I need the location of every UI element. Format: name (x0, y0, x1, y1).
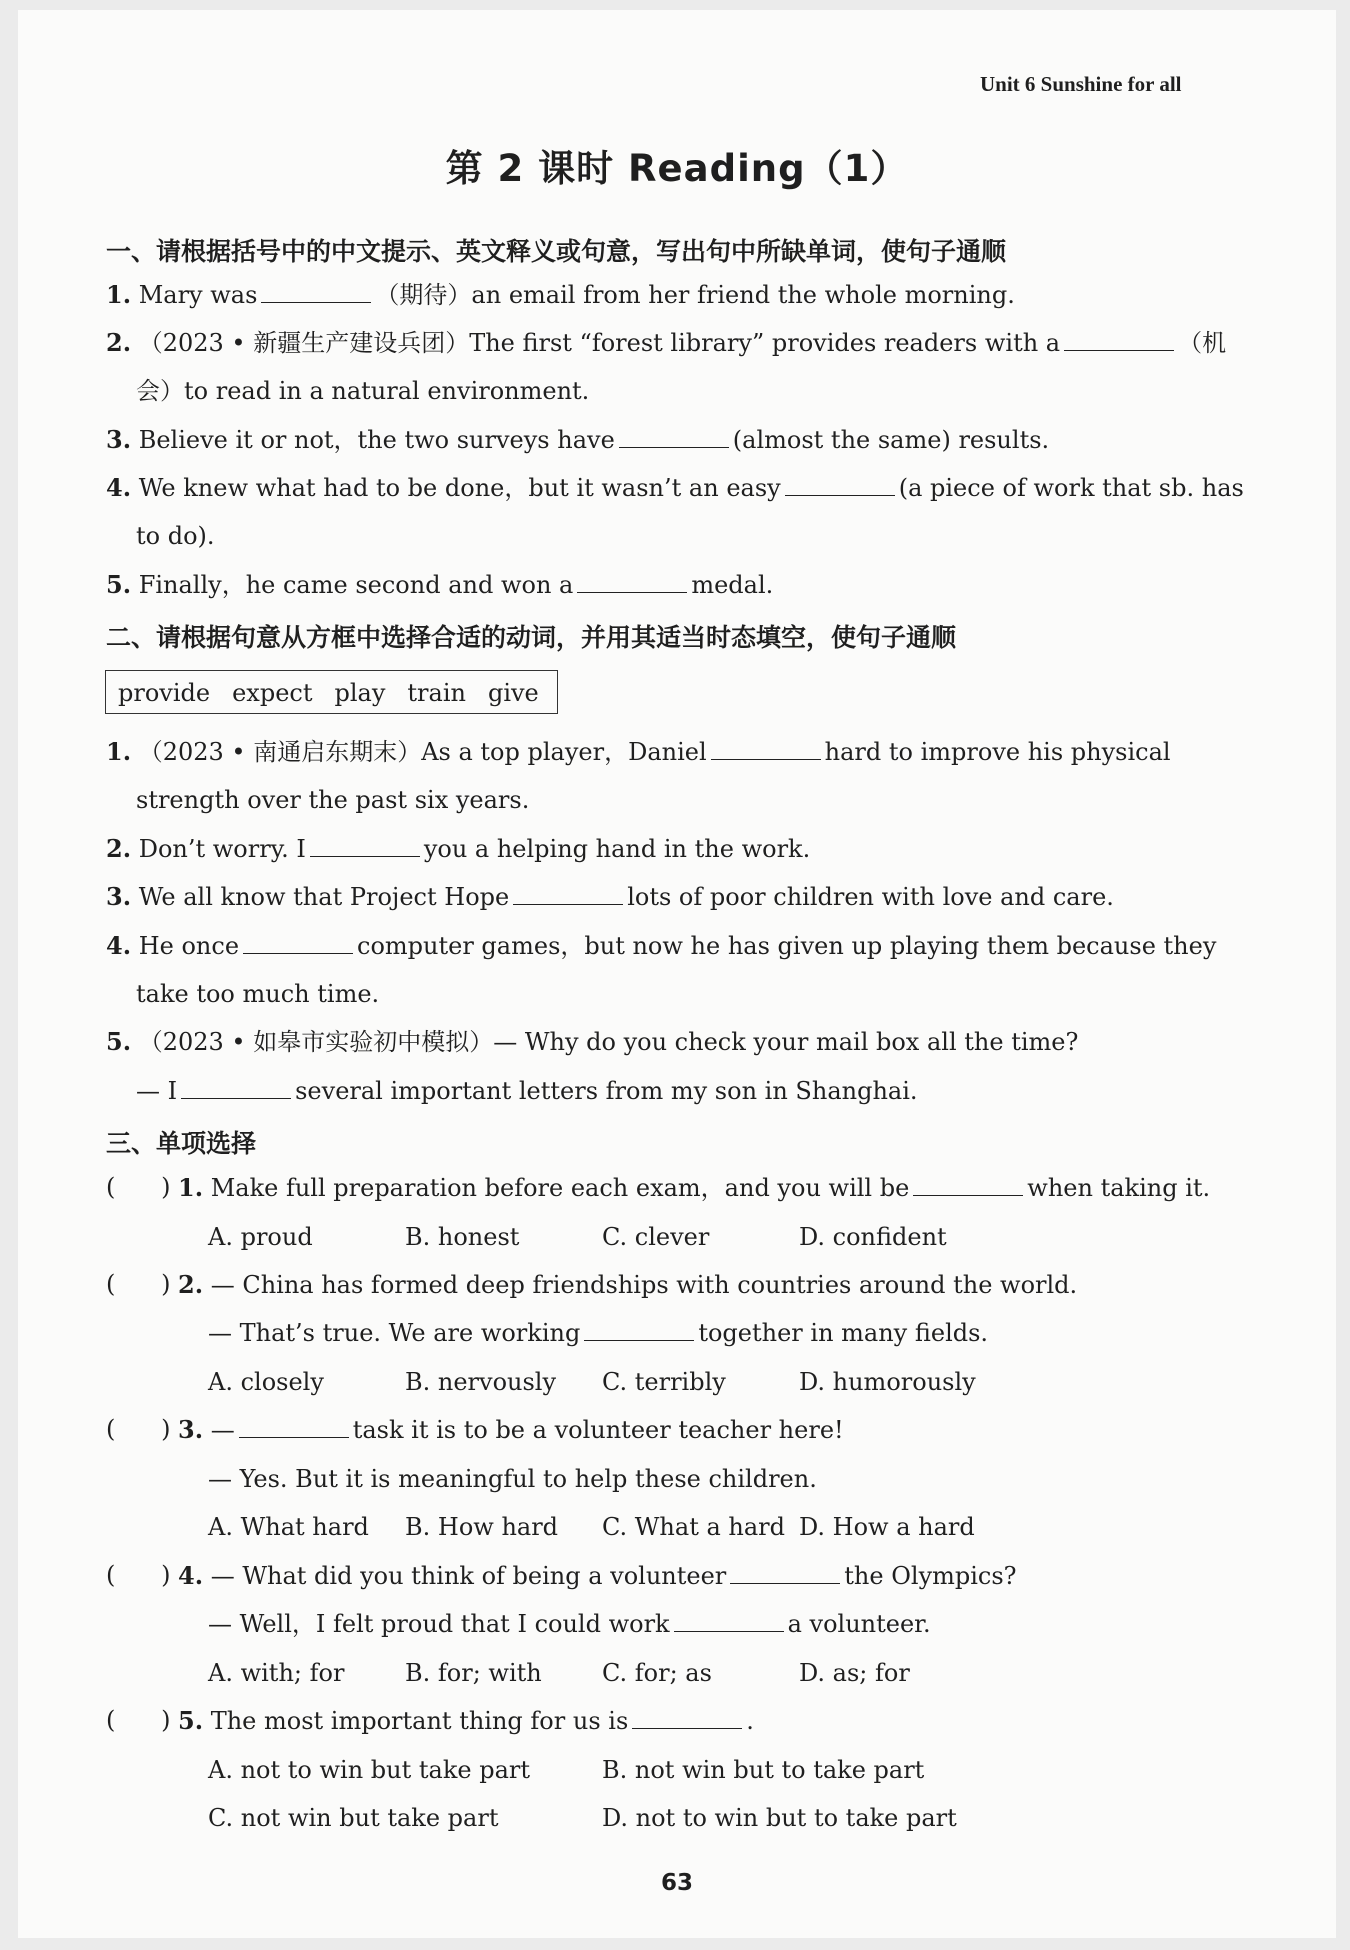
section2-heading: 二、请根据句意从方框中选择合适的动词，并用其适当时态填空，使句子通顺 (106, 623, 957, 652)
question-text: (a piece of work that sb. has (898, 474, 1244, 502)
answer-bracket[interactable]: ( ) (106, 1706, 171, 1734)
question-number: 1. (106, 280, 132, 309)
question-text: — Well，I felt proud that I could work (208, 1610, 670, 1638)
section1-heading: 一、请根据括号中的中文提示、英文释义或句意，写出句中所缺单词，使句子通顺 (106, 237, 1007, 266)
s3-q5 (178, 1706, 754, 1736)
option-c[interactable]: C. terribly (602, 1368, 726, 1396)
question-text: — What did you think of being a volunteer (210, 1562, 727, 1590)
question-text: — I (136, 1077, 178, 1105)
question-text: （机 (1178, 329, 1227, 357)
option-b[interactable]: B. not win but to take part (602, 1756, 925, 1784)
question-text: several important letters from my son in Shanghai. (295, 1077, 918, 1105)
s1-q1 (106, 280, 1015, 310)
s1-q5 (106, 570, 773, 600)
question-text: He once (138, 932, 240, 960)
s2-q3 (106, 882, 1114, 912)
question-number: 2. (178, 1270, 204, 1299)
question-number: 2. (106, 328, 132, 357)
page-number: 63 (660, 1870, 693, 1896)
s3-q2-line2 (208, 1318, 988, 1348)
option-a[interactable]: A. with; for (208, 1659, 345, 1687)
s2-q2 (106, 834, 810, 864)
option-a[interactable]: A. proud (208, 1223, 313, 1251)
question-text: Make full preparation before each exam，and you will be (210, 1174, 910, 1202)
question-text: We all know that Project Hope (138, 883, 510, 911)
s3-q3 (178, 1415, 844, 1445)
answer-blank[interactable] (674, 1609, 784, 1632)
option-d[interactable]: D. How a hard (799, 1513, 975, 1541)
word-bank-item: train (407, 679, 466, 707)
word-bank-box (105, 670, 558, 714)
word-bank-item: provide (118, 679, 211, 707)
question-text: We knew what had to be done，but it wasn’t an easy (138, 474, 781, 502)
question-number: 4. (106, 931, 132, 960)
option-b[interactable]: B. nervously (405, 1368, 557, 1396)
question-text: task it is to be a volunteer teacher here! (352, 1416, 844, 1444)
question-text: Don’t worry. I (138, 835, 306, 863)
s2-q4-cont: take too much time. (136, 980, 380, 1008)
word-bank-item: give (487, 679, 539, 707)
question-text: . (746, 1707, 754, 1735)
question-text: lots of poor children with love and care. (627, 883, 1114, 911)
question-number: 3. (178, 1415, 204, 1444)
worksheet-page (18, 10, 1336, 1938)
question-text: the Olympics? (844, 1562, 1017, 1590)
question-text: （2023 • 如皋市实验初中模拟）— Why do you check your mail box all the time? (138, 1028, 1079, 1056)
question-number: 3. (106, 425, 132, 454)
question-text: Mary was (138, 281, 258, 309)
question-text: — (210, 1416, 235, 1444)
question-text: — China has formed deep friendships with countries around the world. (210, 1271, 1078, 1299)
question-number: 1. (178, 1173, 204, 1202)
question-text: computer games，but now he has given up playing them because they (357, 932, 1217, 960)
word-bank-item: play (334, 679, 386, 707)
question-text: medal. (691, 571, 774, 599)
question-text: （2023 • 南通启东期末）As a top player，Daniel (138, 738, 707, 766)
answer-blank[interactable] (1064, 328, 1174, 351)
question-number: 5. (106, 570, 132, 599)
answer-blank[interactable] (243, 931, 353, 954)
s1-q4 (106, 473, 1244, 503)
option-c[interactable]: C. for; as (602, 1659, 712, 1687)
option-d[interactable]: D. as; for (799, 1659, 910, 1687)
answer-blank[interactable] (584, 1318, 694, 1341)
question-text: you a helping hand in the work. (423, 835, 811, 863)
s1-q2 (106, 328, 1226, 358)
question-text: when taking it. (1027, 1174, 1211, 1202)
answer-bracket[interactable]: ( ) (106, 1270, 171, 1298)
question-number: 5. (178, 1706, 204, 1735)
lesson-title: 第 2 课时 Reading（1） (445, 147, 909, 190)
question-number: 4. (178, 1561, 204, 1590)
answer-blank[interactable] (785, 473, 895, 496)
s1-q4-cont: to do). (136, 522, 215, 550)
answer-blank[interactable] (711, 737, 821, 760)
answer-blank[interactable] (310, 834, 420, 857)
question-number: 5. (106, 1027, 132, 1056)
option-b[interactable]: B. for; with (405, 1659, 542, 1687)
option-c[interactable]: C. clever (602, 1223, 710, 1251)
question-number: 4. (106, 473, 132, 502)
option-c[interactable]: C. What a hard (602, 1513, 786, 1541)
answer-blank[interactable] (239, 1415, 349, 1438)
answer-blank[interactable] (619, 425, 729, 448)
s1-q2-cont: 会）to read in a natural environment. (136, 377, 590, 405)
s3-q4 (178, 1561, 1017, 1591)
s3-q1 (178, 1173, 1210, 1203)
question-text: Finally，he came second and won a (138, 571, 574, 599)
word-bank-item: expect (232, 679, 313, 707)
answer-blank[interactable] (913, 1173, 1023, 1196)
option-c[interactable]: C. not win but take part (208, 1804, 499, 1832)
question-number: 2. (106, 834, 132, 863)
option-a[interactable]: A. not to win but take part (208, 1756, 531, 1784)
answer-blank[interactable] (513, 882, 623, 905)
option-b[interactable]: B. How hard (405, 1513, 559, 1541)
s2-q5-cont (136, 1076, 918, 1106)
option-d[interactable]: D. humorously (799, 1368, 976, 1396)
s3-q4-line2 (208, 1609, 931, 1639)
question-text: (almost the same) results. (732, 426, 1050, 454)
question-number: 1. (106, 737, 132, 766)
question-text: The most important thing for us is (210, 1707, 629, 1735)
s1-q3 (106, 425, 1049, 455)
answer-blank[interactable] (730, 1561, 840, 1584)
question-text: a volunteer. (787, 1610, 931, 1638)
section3-heading: 三、单项选择 (106, 1129, 257, 1158)
question-text: hard to improve his physical (824, 738, 1171, 766)
answer-bracket[interactable]: ( ) (106, 1415, 171, 1443)
s2-q1 (106, 737, 1171, 767)
s3-q3-line2: — Yes. But it is meaningful to help these children. (208, 1465, 817, 1493)
s3-q2 (178, 1270, 1077, 1300)
option-a[interactable]: A. closely (208, 1368, 324, 1396)
s2-q5 (106, 1027, 1078, 1057)
answer-blank[interactable] (632, 1706, 742, 1729)
question-text: together in many fields. (698, 1319, 989, 1347)
s2-q1-cont: strength over the past six years. (136, 786, 530, 814)
answer-blank[interactable] (261, 280, 371, 303)
option-a[interactable]: A. What hard (208, 1513, 369, 1541)
answer-bracket[interactable]: ( ) (106, 1561, 171, 1589)
question-text: （2023 • 新疆生产建设兵团）The first “forest library” provides readers with a (138, 329, 1061, 357)
option-d[interactable]: D. confident (799, 1223, 947, 1251)
question-number: 3. (106, 882, 132, 911)
question-text: （期待）an email from her friend the whole morning. (375, 281, 1015, 309)
option-d[interactable]: D. not to win but to take part (602, 1804, 957, 1832)
answer-blank[interactable] (577, 570, 687, 593)
option-b[interactable]: B. honest (405, 1223, 520, 1251)
s2-q4 (106, 931, 1216, 961)
unit-header: Unit 6 Sunshine for all (980, 72, 1182, 96)
question-text: — That’s true. We are working (208, 1319, 581, 1347)
answer-bracket[interactable]: ( ) (106, 1173, 171, 1201)
answer-blank[interactable] (181, 1076, 291, 1099)
question-text: Believe it or not，the two surveys have (138, 426, 615, 454)
